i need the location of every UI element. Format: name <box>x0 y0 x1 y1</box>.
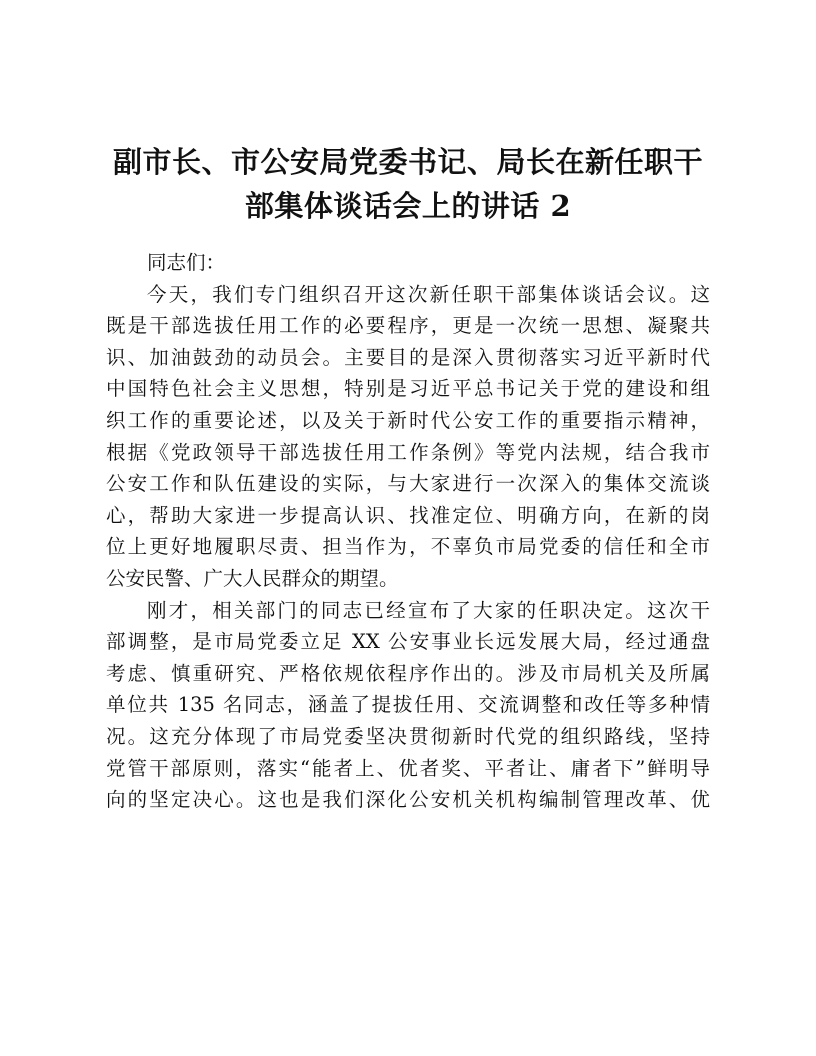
text-line: 今天，我们专门组织召开这次新任职干部集体谈话会议。这 <box>147 282 710 306</box>
title-line-1: 副市长、市公安局党委书记、局长在新任职干 <box>112 145 703 179</box>
paragraph-salutation <box>106 247 710 279</box>
text-line: 党管干部原则，落实“能者上、优者奖、平者让、庸者下”鲜明导 <box>106 756 710 780</box>
text-line: 公安民警、广大人民群众的期望。 <box>106 566 399 590</box>
text-line: 根据《党政领导干部选拔任用工作条例》等党内法规，结合我市 <box>106 440 710 464</box>
paragraph-1 <box>106 279 710 595</box>
text-line: 位上更好地履职尽责、担当作为，不辜负市局党委的信任和全市 <box>106 535 710 559</box>
text-line: 况。这充分体现了市局党委坚决贯彻新时代党的组织路线，坚持 <box>106 724 710 748</box>
text-line: 向的坚定决心。这也是我们深化公安机关机构编制管理改革、优 <box>106 788 710 812</box>
document-title <box>100 140 716 228</box>
text-line: 中国特色社会主义思想，特别是习近平总书记关于党的建设和组 <box>106 377 710 401</box>
text-line: 刚才，相关部门的同志已经宣布了大家的任职决定。这次干 <box>147 598 710 622</box>
title-line-2: 部集体谈话会上的讲话 2 <box>244 189 572 223</box>
document-body <box>106 247 710 816</box>
paragraph-2 <box>106 595 710 816</box>
text-line: 既是干部选拔任用工作的必要程序，更是一次统一思想、凝聚共 <box>106 314 710 338</box>
text-line: 公安工作和队伍建设的实际，与大家进行一次深入的集体交流谈 <box>106 472 710 496</box>
text-line: 单位共 135 名同志，涵盖了提拔任用、交流调整和改任等多种情 <box>106 693 710 717</box>
text-line: 心，帮助大家进一步提高认识、找准定位、明确方向，在新的岗 <box>106 503 710 527</box>
text-line: 织工作的重要论述，以及关于新时代公安工作的重要指示精神， <box>106 408 710 432</box>
text-line: 部调整，是市局党委立足 XX 公安事业长远发展大局，经过通盘 <box>106 630 710 654</box>
text-line: 同志们： <box>147 251 226 274</box>
text-line: 考虑、慎重研究、严格依规依程序作出的。涉及市局机关及所属 <box>106 661 710 685</box>
text-line: 识、加油鼓劲的动员会。主要目的是深入贯彻落实习近平新时代 <box>106 345 710 369</box>
